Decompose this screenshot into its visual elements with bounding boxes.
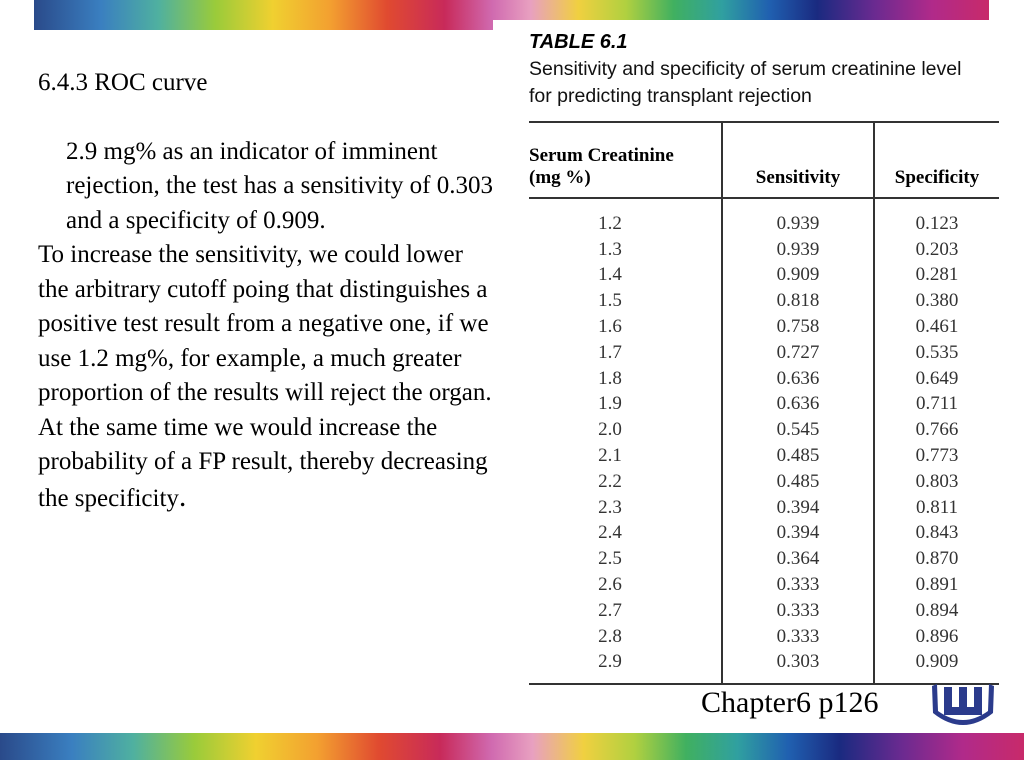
- cell-sensitivity: 0.394: [722, 521, 874, 547]
- cell-creatinine: 1.9: [529, 392, 722, 418]
- table-row: [529, 392, 999, 418]
- cell-specificity: 0.203: [915, 238, 959, 260]
- cell-specificity: 0.380: [915, 290, 959, 312]
- table-caption-line-2: for predicting transplant rejection: [529, 85, 812, 107]
- cell-specificity: 0.803: [915, 470, 959, 492]
- cell-creatinine: 2.7: [529, 598, 722, 624]
- cell-sensitivity: 0.909: [722, 263, 874, 289]
- bottom-decorative-band: [0, 733, 1024, 760]
- section-heading: 6.4.3 ROC curve: [38, 69, 208, 96]
- cell-specificity: 0.843: [915, 522, 959, 544]
- cell-specificity: 0.281: [915, 264, 959, 286]
- cell-sensitivity: 0.939: [722, 237, 874, 263]
- cell-sensitivity: 0.485: [722, 443, 874, 469]
- table-row: [529, 314, 999, 340]
- cell-specificity: 0.535: [915, 341, 959, 363]
- cell-sensitivity: 0.303: [722, 650, 874, 685]
- cell-sensitivity: 0.364: [722, 546, 874, 572]
- cell-sensitivity: 0.333: [722, 624, 874, 650]
- paragraph-cutoff-example: 2.9 mg% as an indicator of imminent rejection, the test has a sensitivity of 0.303 and a specificity of 0.909.: [66, 137, 493, 234]
- university-logo-shape: [932, 684, 994, 725]
- cell-sensitivity: 0.758: [722, 314, 874, 340]
- cell-specificity: 0.896: [915, 625, 959, 647]
- chapter-page-label: Chapter6 p126: [701, 686, 879, 719]
- table-row: [529, 495, 999, 521]
- cell-sensitivity: 0.394: [722, 495, 874, 521]
- cell-sensitivity: 0.636: [722, 392, 874, 418]
- cell-creatinine: 2.1: [529, 443, 722, 469]
- cell-creatinine: 2.6: [529, 572, 722, 598]
- cell-specificity: 0.891: [915, 574, 959, 596]
- cell-sensitivity: 0.727: [722, 340, 874, 366]
- cell-creatinine: 2.4: [529, 521, 722, 547]
- table-row: [529, 650, 999, 685]
- cell-specificity: 0.909: [874, 650, 999, 685]
- left-text-panel: [38, 66, 498, 516]
- cell-creatinine: 2.8: [529, 624, 722, 650]
- table-row: [529, 263, 999, 289]
- table-row: [529, 198, 999, 237]
- cell-creatinine: 1.5: [529, 288, 722, 314]
- table-caption: [529, 56, 999, 110]
- table-row: [529, 340, 999, 366]
- cell-creatinine: 2.5: [529, 546, 722, 572]
- cell-specificity: 0.870: [915, 548, 959, 570]
- table-row: [529, 443, 999, 469]
- cell-creatinine: 1.7: [529, 340, 722, 366]
- cell-specificity: 0.773: [915, 445, 959, 467]
- header-sensitivity: Sensitivity: [722, 122, 874, 198]
- cell-creatinine: 1.2: [529, 198, 722, 237]
- cell-specificity: 0.123: [915, 212, 959, 234]
- table-body: [529, 198, 999, 684]
- cell-creatinine: 1.3: [529, 237, 722, 263]
- cell-creatinine: 2.9: [529, 650, 722, 685]
- table-header-row: [529, 122, 999, 198]
- cell-creatinine: 2.0: [529, 417, 722, 443]
- table-row: [529, 417, 999, 443]
- table-row: [529, 546, 999, 572]
- paragraph-period: .: [178, 479, 187, 513]
- cell-sensitivity: 0.636: [722, 366, 874, 392]
- table-row: [529, 469, 999, 495]
- header-specificity: Specificity: [874, 122, 999, 198]
- cell-creatinine: 1.4: [529, 263, 722, 289]
- table-row: [529, 237, 999, 263]
- cell-specificity: 0.894: [915, 599, 959, 621]
- table-row: [529, 521, 999, 547]
- creatinine-table: [529, 121, 999, 685]
- table-row: [529, 624, 999, 650]
- header-serum-creatinine-line-1: Serum Creatinine: [529, 145, 674, 166]
- header-serum-creatinine-line-2: (mg %): [529, 167, 591, 188]
- table-row: [529, 598, 999, 624]
- cell-sensitivity: 0.545: [722, 417, 874, 443]
- cell-specificity: 0.811: [915, 496, 959, 518]
- cell-specificity: 0.461: [915, 316, 959, 338]
- cell-creatinine: 2.3: [529, 495, 722, 521]
- cell-creatinine: 1.8: [529, 366, 722, 392]
- cell-sensitivity: 0.939: [722, 198, 874, 237]
- table-caption-line-1: Sensitivity and specificity of serum creatinine level: [529, 58, 962, 80]
- cell-creatinine: 1.6: [529, 314, 722, 340]
- header-serum-creatinine: [529, 122, 722, 198]
- table-row: [529, 572, 999, 598]
- cell-specificity: 0.649: [915, 367, 959, 389]
- cell-specificity: 0.766: [915, 419, 959, 441]
- table-row: [529, 366, 999, 392]
- cell-sensitivity: 0.818: [722, 288, 874, 314]
- table-title: TABLE 6.1: [529, 31, 628, 53]
- university-logo-icon: [930, 681, 996, 733]
- creatinine-table-panel: [529, 30, 999, 685]
- cell-sensitivity: 0.333: [722, 598, 874, 624]
- paragraph-body: To increase the sensitivity, we could lower the arbitrary cutoff poing that distinguishes a positive test result from a negative one, if we use 1.2 mg%, for example, a much greater proportion of the results will reject the organ. At the same time we would increase the probability of a FP result, thereby decreasing the specificity: [38, 241, 492, 512]
- table-row: [529, 288, 999, 314]
- cell-specificity: 0.711: [915, 393, 959, 415]
- cell-sensitivity: 0.485: [722, 469, 874, 495]
- cell-creatinine: 2.2: [529, 469, 722, 495]
- cell-sensitivity: 0.333: [722, 572, 874, 598]
- paragraph-increase-sensitivity: [38, 238, 498, 516]
